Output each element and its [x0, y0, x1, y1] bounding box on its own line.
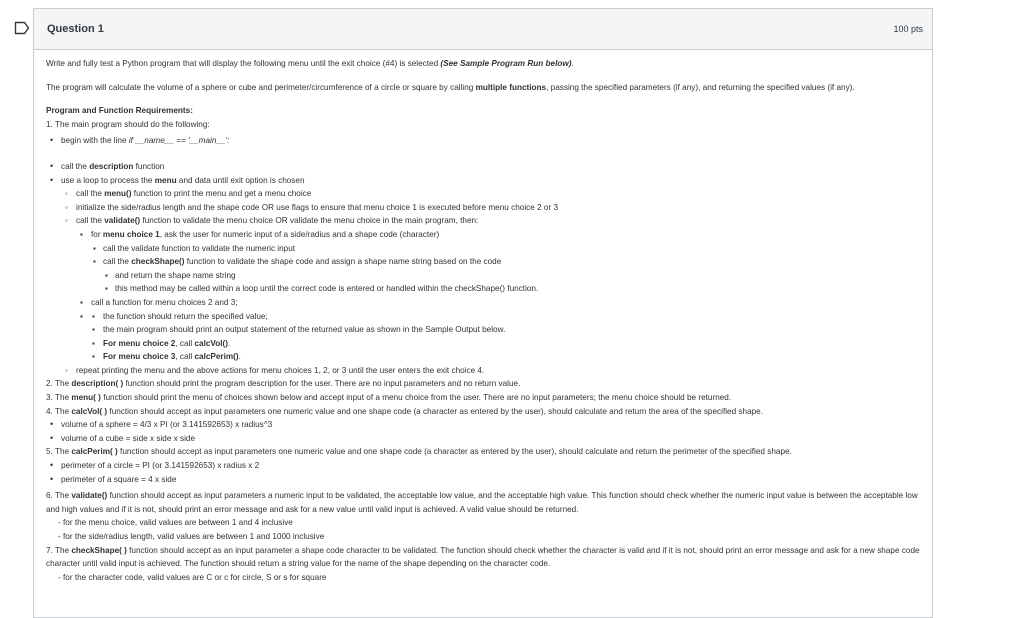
- question-flag-column: [0, 0, 34, 600]
- text: .: [238, 352, 241, 362]
- text: function should accept as input parameters a numeric input to be validated, the acceptable low value, and the acceptable high value. This function should check whether the numeric input value is between the acceptable low and high values and if it is not, should print an error message and ask for a new value until valid input is achieved. A valid value should be returned.: [46, 491, 918, 514]
- question-title: Question 1: [47, 23, 104, 35]
- bold-text: menu: [154, 175, 177, 185]
- list-item: ◦ initialize the side/radius length and the shape code OR use flags to ensure that menu choice 1 is executed before menu choice 2 or 3: [76, 201, 920, 215]
- requirement-2: [46, 377, 920, 391]
- bold-text: checkShape( ): [71, 545, 127, 555]
- list-item: ▪ the main program should print an output statement of the returned value as shown in the Sample Output below.: [103, 323, 920, 337]
- requirement-6: [46, 489, 920, 516]
- intro-text: Write and fully test a Python program that will display the following menu until the exit choice (#4) is selected: [46, 59, 441, 68]
- text: function should accept as input parameters one numeric value and one shape code (a character as entered by the user), should calculate and return the perimeter of the specified shape.: [117, 447, 792, 457]
- text: call the: [61, 161, 90, 171]
- bold-text: validate(): [104, 216, 141, 226]
- bold-text: menu(): [104, 189, 132, 199]
- bold-text: calcVol(): [194, 338, 228, 348]
- text: function to validate the menu choice OR validate the menu choice in the main program, then:: [140, 216, 479, 226]
- bold-text: validate(): [71, 491, 108, 501]
- text: 7. The: [46, 545, 72, 555]
- text: call the: [103, 257, 132, 267]
- list-item: [103, 255, 920, 296]
- bold-text: For menu choice 2: [103, 338, 176, 348]
- code-text: if __name__ == '__main__':: [128, 136, 230, 146]
- intro-period: .: [571, 59, 574, 68]
- requirements-heading: Program and Function Requirements:: [46, 106, 193, 116]
- requirement-4: [46, 405, 920, 419]
- text: function should print the menu of choices shown below and accept input of a menu choice from the user. There are no input parameters; the menu choice should be returned.: [100, 393, 732, 403]
- program-paragraph: [46, 81, 920, 95]
- volume-formulas: [46, 418, 920, 445]
- text: , call: [175, 338, 195, 348]
- text: , call: [175, 352, 195, 362]
- intro-emphasis: (See Sample Program Run below): [440, 59, 572, 68]
- requirement-1: 1. The main program should do the following:: [46, 119, 210, 129]
- list-item: [76, 214, 920, 364]
- list-item: • perimeter of a circle = PI (or 3.141592653) x radius x 2: [61, 459, 920, 473]
- text: 5. The: [46, 447, 72, 457]
- list-item: [91, 228, 920, 296]
- program-text-c: , passing the specified parameters (if any), and returning the specified values (if any).: [546, 82, 855, 92]
- list-item: ▪ this method may be called within a loop until the correct code is entered or handled within the checkShape() function.: [115, 282, 920, 296]
- text: 3. The: [46, 393, 72, 403]
- text: .: [228, 338, 231, 348]
- bold-text: For menu choice 3: [103, 352, 176, 362]
- list-item: ▪ call the validate function to validate the numeric input: [103, 242, 920, 256]
- text: function should accept as an input parameter a shape code character to be validated. The function should check whether the character is valid and if it is not, should print an error message and ask for a new shape code character until valid input is achieved. The function should return a string value for the name of the shape depending on the character code.: [46, 545, 920, 569]
- question-header: [34, 9, 932, 50]
- validate-menu-range: - for the menu choice, valid values are between 1 and 4 inclusive: [58, 518, 293, 528]
- text: function to validate the shape code and assign a shape name string based on the code: [184, 257, 502, 267]
- text: 4. The: [46, 406, 72, 416]
- program-text-bold: multiple functions: [475, 82, 547, 92]
- text: function to print the menu and get a menu choice: [131, 189, 312, 199]
- requirement-7: [46, 544, 920, 571]
- main-program-list: [46, 134, 920, 148]
- question-card: [33, 8, 933, 618]
- list-item: [76, 187, 920, 201]
- text: begin with the line: [61, 136, 129, 146]
- bold-text: calcVol( ): [71, 406, 108, 416]
- text: function: [133, 161, 165, 171]
- perimeter-formulas: [46, 459, 920, 486]
- bold-text: description: [89, 161, 134, 171]
- bold-text: menu choice 1: [102, 229, 160, 239]
- shape-code-values: - for the character code, valid values are C or c for circle, S or s for square: [58, 572, 327, 582]
- list-item: ▪ and return the shape name string: [115, 269, 920, 283]
- text: and data until exit option is chosen: [176, 175, 305, 185]
- list-item: ▪ the function should return the specified value;: [103, 310, 920, 324]
- bold-text: checkShape(): [131, 257, 185, 267]
- list-item: [61, 134, 920, 148]
- list-item: • volume of a sphere = 4/3 x PI (or 3.141592653) x radius^3: [61, 418, 920, 432]
- loop-sublist: [61, 187, 920, 377]
- question-points: 100 pts: [893, 24, 923, 34]
- bookmark-flag-icon[interactable]: [14, 21, 30, 35]
- list-item: • volume of a cube = side x side x side: [61, 432, 920, 446]
- menu-choice-1-sublist: [91, 242, 920, 296]
- text: for: [91, 229, 103, 239]
- validate-side-range: - for the side/radius length, valid values are between 1 and 1000 inclusive: [58, 532, 325, 541]
- text: call the: [76, 216, 105, 226]
- text: 2. The: [46, 379, 72, 389]
- requirement-5: [46, 445, 920, 459]
- bold-text: calcPerim(): [194, 352, 239, 362]
- main-program-list-2: [46, 160, 920, 378]
- bold-text: calcPerim( ): [71, 447, 118, 457]
- text: call the: [76, 189, 105, 199]
- list-item: ▪ call a function for menu choices 2 and 3;: [91, 296, 920, 310]
- list-item: [103, 350, 920, 364]
- list-item: [61, 160, 920, 174]
- text: function should accept as input parameters one numeric value and one shape code (a character as entered by the user), should calculate and return the area of the specified shape.: [107, 406, 764, 416]
- list-item: ◦ repeat printing the menu and the above actions for menu choices 1, 2, or 3 until the user enters the exit choice 4.: [76, 364, 920, 378]
- check-shape-sublist: [103, 269, 920, 296]
- bold-text: description( ): [71, 379, 124, 389]
- menu-choice-23-sublist: [76, 310, 920, 364]
- text: , ask the user for numeric input of a side/radius and a shape code (character): [159, 229, 440, 239]
- intro-paragraph: [46, 57, 920, 71]
- requirement-3: [46, 391, 920, 405]
- list-item: [103, 337, 920, 351]
- list-item: [61, 174, 920, 378]
- question-body: [34, 50, 932, 584]
- text: function should print the program description for the user. There are no input parameters and no return value.: [123, 379, 521, 389]
- text: 6. The: [46, 491, 72, 501]
- list-item: • perimeter of a square = 4 x side: [61, 473, 920, 487]
- text: use a loop to process the: [61, 175, 155, 185]
- validate-sublist: [76, 228, 920, 310]
- program-text-a: The program will calculate the volume of a sphere or cube and perimeter/circumference of a circle or square by calling: [46, 82, 476, 92]
- bold-text: menu( ): [71, 393, 101, 403]
